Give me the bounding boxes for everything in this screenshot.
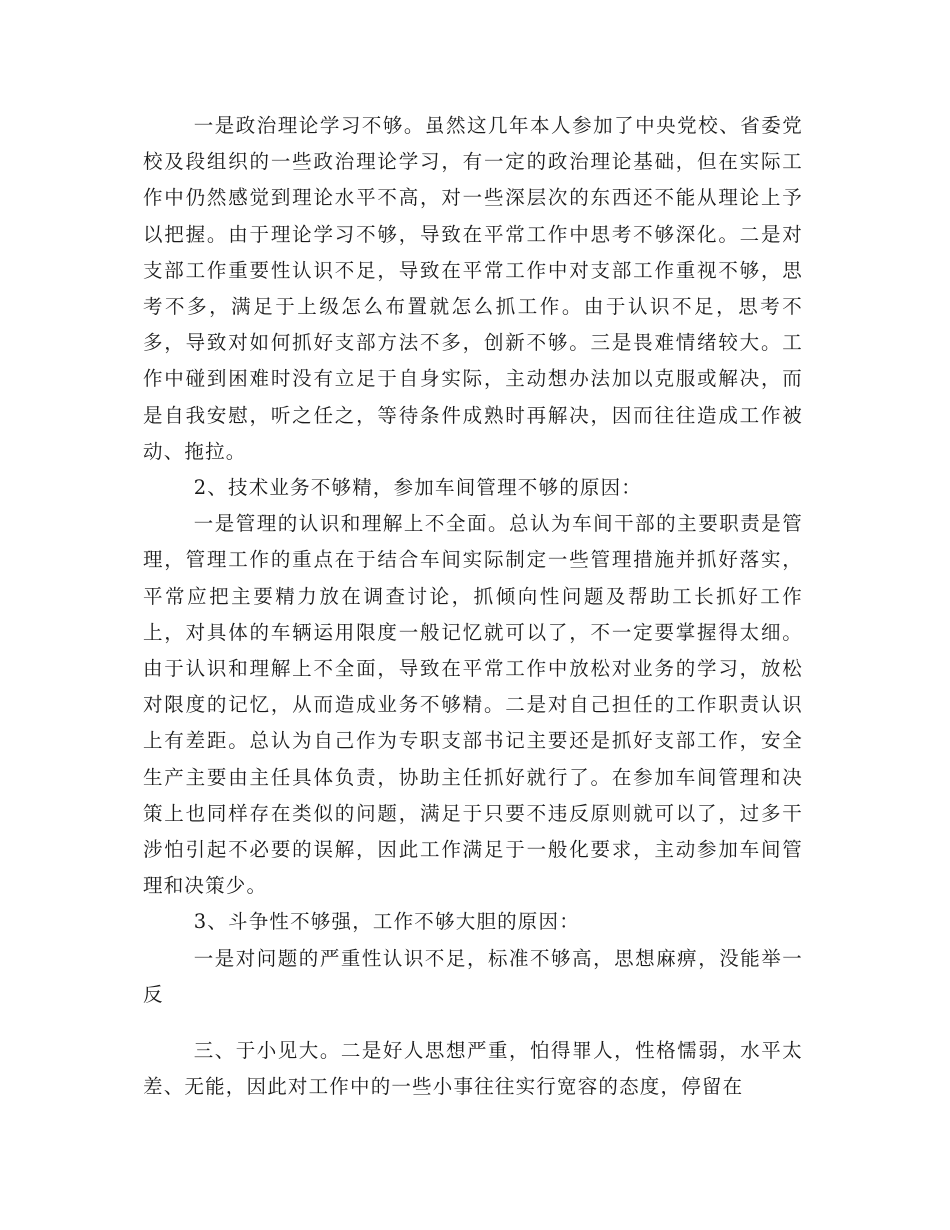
body-text [143,108,803,1013]
paragraph-reasons-good-person-mindset: 三、于小见大。二是好人思想严重，怕得罪人，性格懦弱，水平太差、无能，因此对工作中的一些小事往往实行宽容的态度，停留在 [143,1039,803,1099]
body-text-continued [143,1033,803,1105]
paragraph-reasons-problem-awareness: 一是对问题的严重性认识不足，标准不够高，思想麻痹，没能举一反 [143,946,803,1006]
paragraph-reasons-management: 一是管理的认识和理解上不全面。总认为车间干部的主要职责是管理，管理工作的重点在于结合车间实际制定一些管理措施并抓好落实，平常应把主要精力放在调查讨论，抓倾向性问题及帮助工长抓好工作上，对具体的车辆运用限度一般记忆就可以了，不一定要掌握得太细。由于认识和理解上不全面，导致在平常工作中放松对业务的学习，放松对限度的记忆，从而造成业务不够精。二是对自己担任的工作职责认识上有差距。总认为自己作为专职支部书记主要还是抓好支部工作，安全生产主要由主任具体负责，协助主任抓好就行了。在参加车间管理和决策上也同样存在类似的问题，满足于只要不违反原则就可以了，过多干涉怕引起不必要的误解，因此工作满足于一般化要求，主动参加车间管理和决策少。 [143,512,803,898]
heading-technical-skills: 2、技术业务不够精，参加车间管理不够的原因： [193,476,642,500]
heading-fighting-spirit: 3、斗争性不够强，工作不够大胆的原因： [193,910,580,934]
paragraph-reasons-political-study: 一是政治理论学习不够。虽然这几年本人参加了中央党校、省委党校及段组织的一些政治理论学习，有一定的政治理论基础，但在实际工作中仍然感觉到理论水平不高，对一些深层次的东西还不能从理论上予以把握。由于理论学习不够，导致在平常工作中思考不够深化。二是对支部工作重要性认识不足，导致在平常工作中对支部工作重视不够，思考不多，满足于上级怎么布置就怎么抓工作。由于认识不足，思考不多，导致对如何抓好支部方法不多，创新不够。三是畏难情绪较大。工作中碰到困难时没有立足于自身实际，主动想办法加以克服或解决，而是自我安慰，听之任之，等待条件成熟时再解决，因而往往造成工作被动、拖拉。 [143,114,803,463]
